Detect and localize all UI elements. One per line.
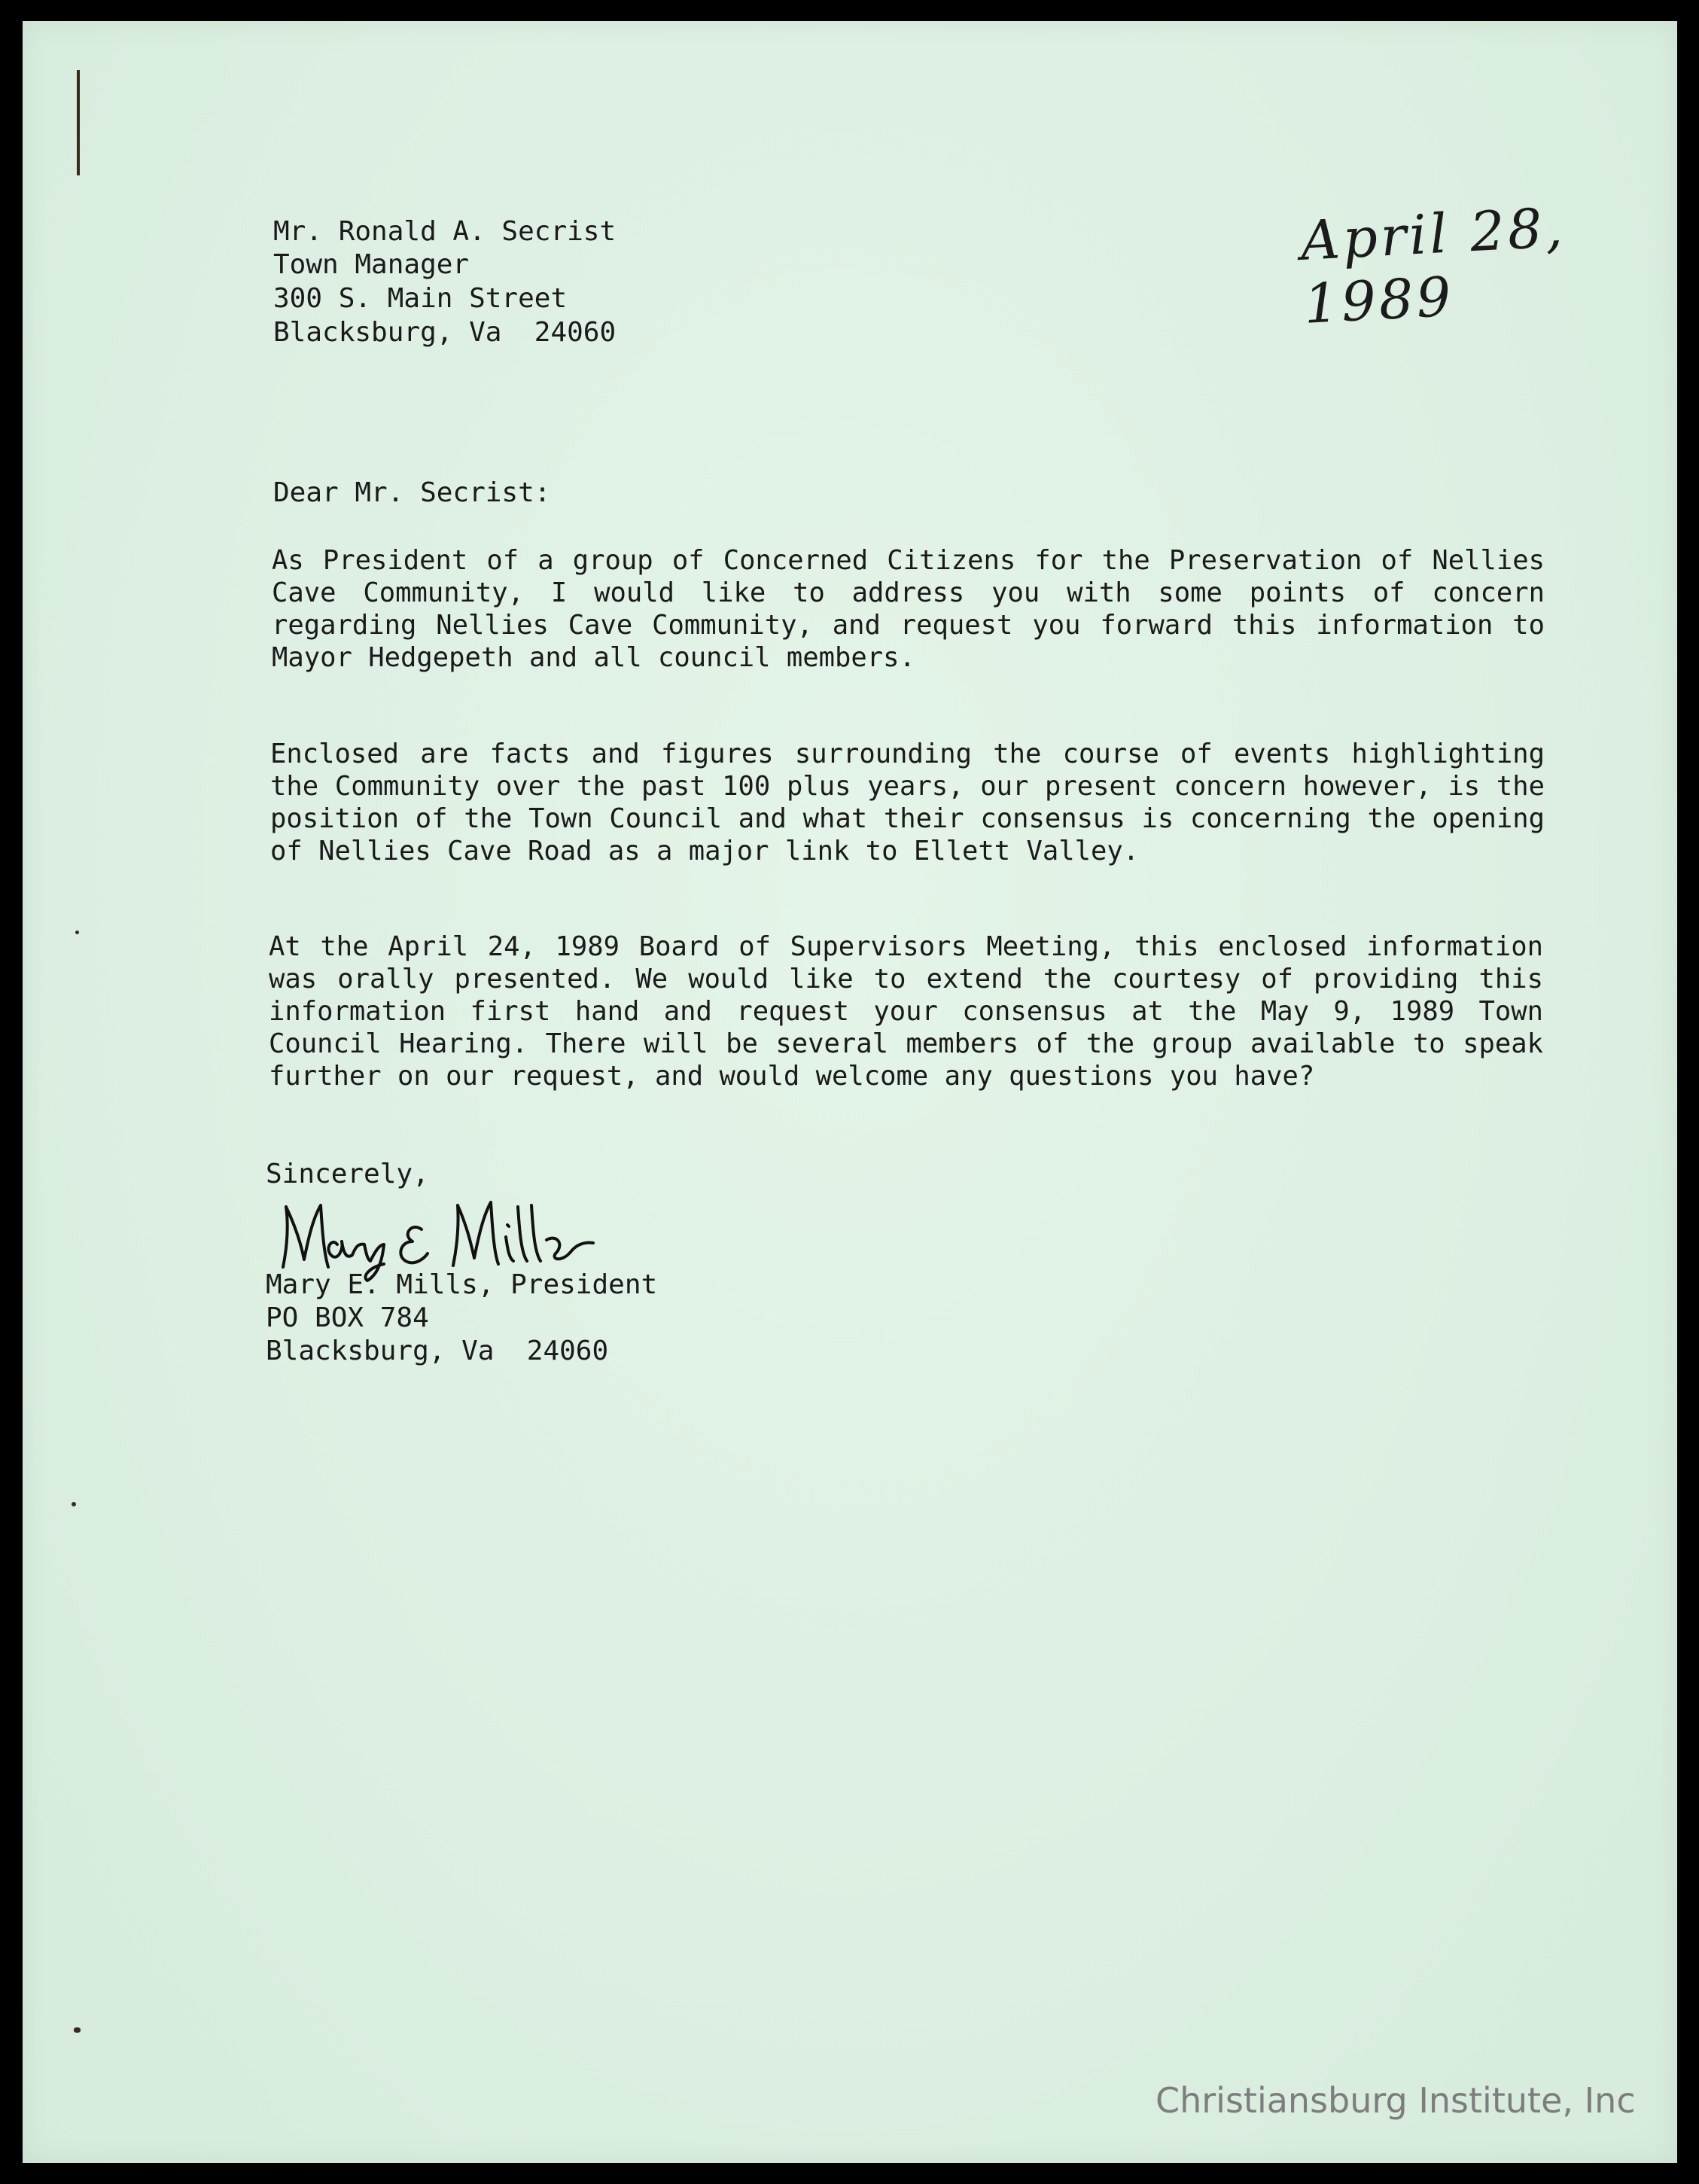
paragraph-line: the Community over the past 100 plus years, our present concern however, is the [270,771,1545,802]
paragraph-line: As President of a group of Concerned Citizens for the Preservation of Nellies [272,545,1545,576]
sender-name-title: Mary E. Mills, President [266,1269,658,1300]
paragraph-line: of Nellies Cave Road as a major link to Ellett Valley. [270,836,1140,867]
salutation: Dear Mr. Secrist: [273,477,551,508]
speck-mark [75,931,79,934]
sender-po-box: PO BOX 784 [266,1302,429,1333]
paragraph-line: was orally presented. We would like to extend the courtesy of providing this [269,964,1543,995]
closing: Sincerely, [266,1159,429,1189]
staple-mark [77,70,80,175]
paragraph-line: At the April 24, 1989 Board of Supervisors Meeting, this enclosed information [269,931,1543,962]
paragraph-2 [270,738,1545,867]
paragraph-line: information first hand and request your consensus at the May 9, 1989 Town [269,996,1543,1027]
recipient-street: 300 S. Main Street [273,283,568,314]
recipient-name: Mr. Ronald A. Secrist [273,216,617,247]
paragraph-3 [269,931,1543,1092]
paragraph-line: regarding Nellies Cave Community, and request you forward this information to [272,610,1545,641]
recipient-city: Blacksburg, Va 24060 [273,317,617,348]
paragraph-line: Mayor Hedgepeth and all council members. [272,642,915,673]
recipient-title: Town Manager [273,249,470,280]
paragraph-line: position of the Town Council and what their consensus is concerning the opening [270,803,1545,834]
paragraph-line: Council Hearing. There will be several members of the group available to speak [269,1028,1543,1059]
handwritten-date: April 28, 1989 [1299,195,1567,336]
archive-watermark: Christiansburg Institute, Inc [1156,2080,1636,2121]
speck-mark [74,2027,81,2033]
speck-mark [72,1502,76,1506]
paragraph-line: further on our request, and would welcome any questions you have? [269,1061,1315,1092]
paragraph-1 [272,544,1545,674]
paragraph-line: Enclosed are facts and figures surrounding the course of events highlighting [270,739,1545,769]
sender-city: Blacksburg, Va 24060 [266,1336,609,1366]
paragraph-line: Cave Community, I would like to address you with some points of concern [272,577,1545,608]
letter-page [23,21,1677,2163]
